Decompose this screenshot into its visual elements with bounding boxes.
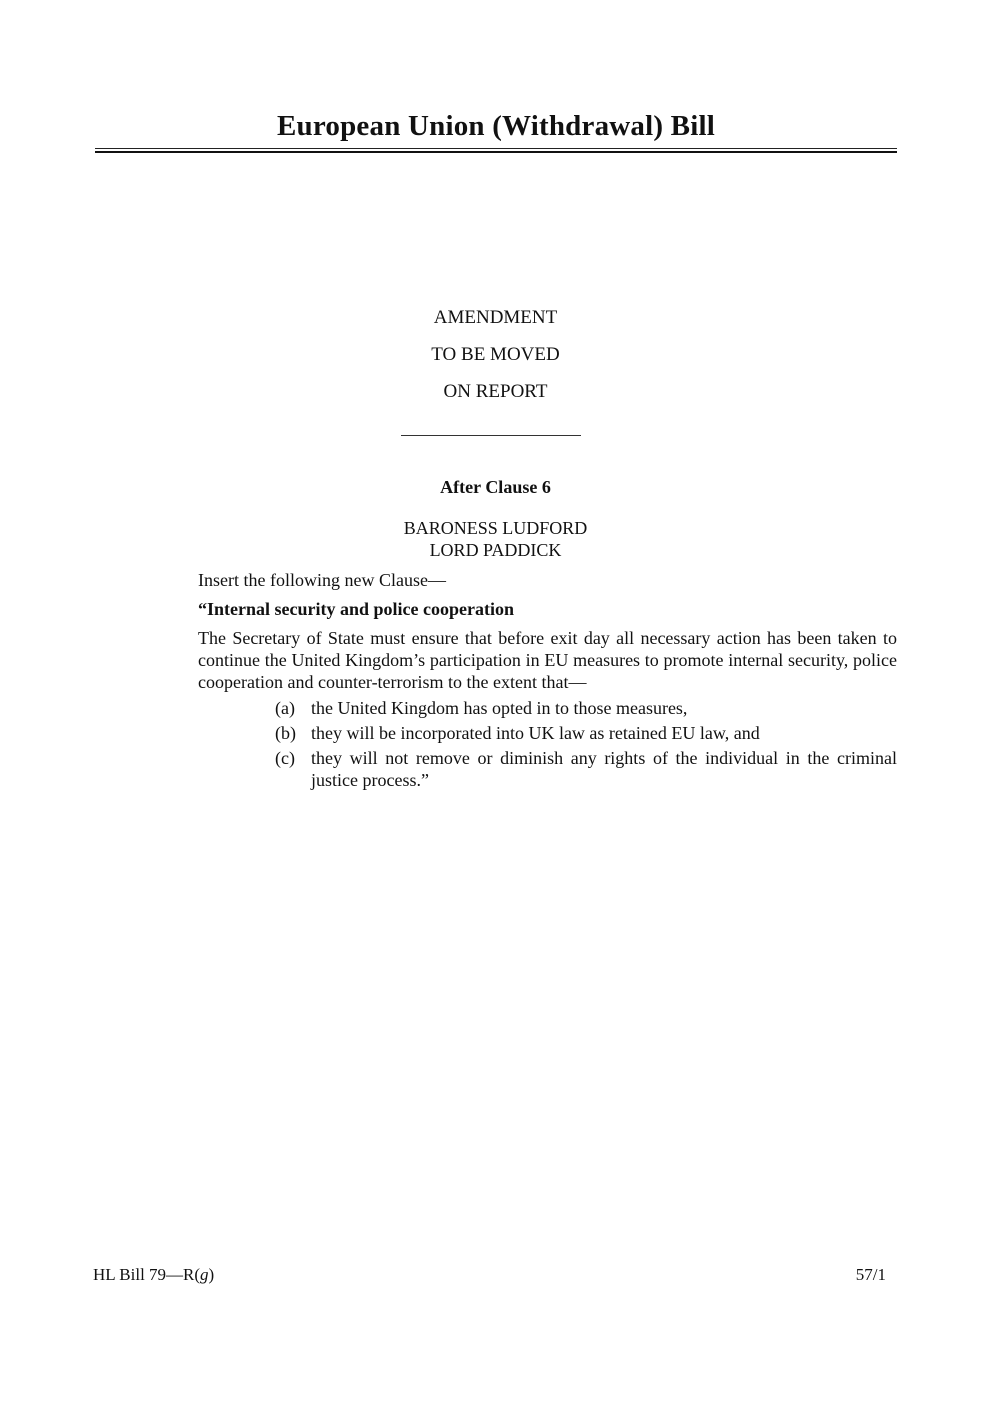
bill-reference: [93, 1264, 214, 1286]
heading-to-be-moved: TO BE MOVED: [431, 344, 560, 365]
new-clause-title: “Internal security and police cooperation: [198, 599, 514, 619]
bill-title: European Union (Withdrawal) Bill: [276, 110, 715, 142]
amendment-instruction: Insert the following new Clause—: [198, 570, 446, 590]
bill-reference-prefix: HL Bill 79—R(: [93, 1265, 201, 1284]
sponsor-1: BARONESS LUDFORD: [403, 518, 588, 538]
list-item-text: they will be incorporated into UK law as retained EU law, and: [311, 723, 760, 743]
section-separator: [401, 435, 581, 436]
list-item: [275, 747, 897, 791]
bill-reference-suffix: ): [208, 1265, 215, 1284]
page-reference: 57/1: [855, 1265, 886, 1284]
list-item-label: (c): [275, 748, 295, 768]
sponsor-2: LORD PADDICK: [429, 540, 562, 560]
list-item-text: they will not remove or diminish any rights of the individual in the criminal justice process.”: [311, 748, 897, 790]
bill-reference-letter: g: [200, 1265, 209, 1284]
clause-heading: After Clause 6: [440, 477, 551, 497]
new-clause-body: The Secretary of State must ensure that before exit day all necessary action has been taken to continue the United Kingdom’s participation in EU measures to promote internal security, police cooperation and counter-terrorism to the extent that—: [198, 628, 897, 692]
list-item: [275, 722, 897, 744]
list-item-label: (b): [275, 723, 296, 743]
title-rule-thin: [95, 148, 897, 149]
list-item: [275, 697, 897, 719]
list-item-label: (a): [275, 698, 295, 718]
title-rule-thick: [95, 151, 897, 153]
list-item-text: the United Kingdom has opted in to those measures,: [311, 698, 688, 718]
heading-amendment: AMENDMENT: [433, 307, 558, 328]
heading-on-report: ON REPORT: [443, 381, 548, 402]
